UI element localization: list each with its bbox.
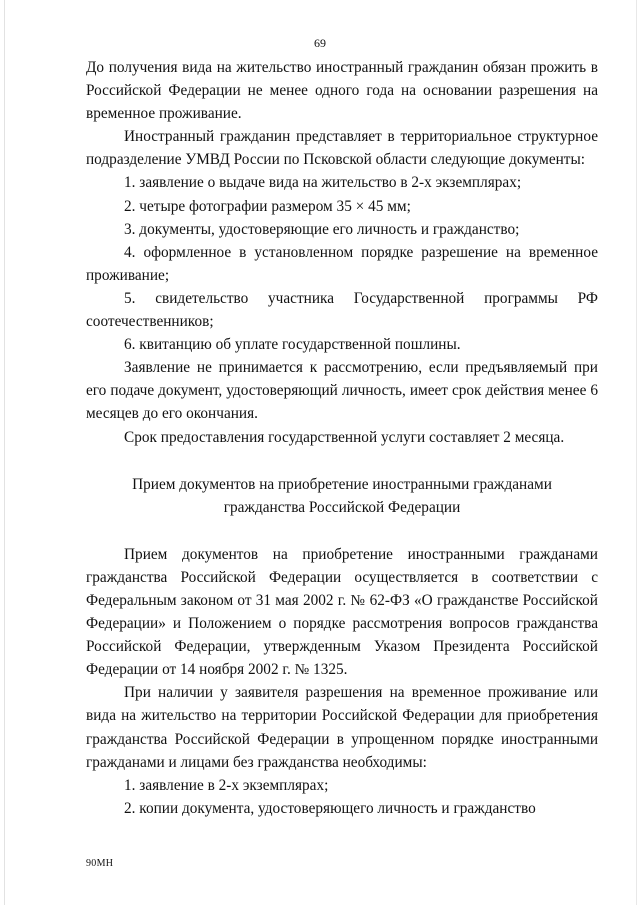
footer-code: 90МН — [86, 858, 114, 869]
list-item: 2. копии документа, удостоверяющего личность и гражданство — [124, 799, 536, 817]
list-item: 5. свидетельство участника Государственной программы РФ соотечественников; — [86, 289, 598, 331]
scan-edge-left — [4, 0, 5, 905]
list-item: 1. заявление в 2-х экземплярах; — [124, 776, 329, 794]
paragraph-documents-intro: Иностранный гражданин представляет в территориальное структурное подразделение УМВД России по Псковской области следующие документы: — [86, 128, 598, 169]
paragraph-simplified-procedure: При наличии у заявителя разрешения на временное проживание или вида на жительство на территории Российской Федерации для приобретения гражданства Российской Федерации в упрощенном порядке иностранными гражданами и лицами без гражданства необходимы: — [86, 684, 598, 771]
list-item: 6. квитанцию об уплате государственной пошлины. — [124, 336, 461, 354]
list-item: 2. четыре фотографии размером 35 × 45 мм; — [124, 197, 411, 215]
list-item: 3. документы, удостоверяющие его личность и гражданство; — [124, 220, 520, 238]
paragraph-residence-requirement: До получения вида на жительство иностранный гражданин обязан прожить в Российской Федерации не менее одного года на основании разрешения на временное проживание. — [86, 59, 598, 123]
document-body — [86, 56, 598, 820]
page-number: 69 — [314, 36, 326, 50]
scan-edge-right — [636, 0, 637, 905]
section-heading-line-1: Прием документов на приобретение иностранными гражданами — [132, 475, 552, 493]
list-item: 1. заявление о выдаче вида на жительство в 2-х экземплярах; — [124, 174, 522, 192]
section-heading-line-2: гражданства Российской Федерации — [223, 498, 461, 516]
list-item: 4. оформленное в установленном порядке разрешение на временное проживание; — [86, 243, 598, 284]
paragraph-legal-basis: Прием документов на приобретение иностранными гражданами гражданства Российской Федерации осуществляется в соответствии с Федеральным законом от 31 мая 2002 г. № 62-ФЗ «О гражданстве Российской Федерации» и Положением о порядке рассмотрения вопросов гражданства Российской Федерации, утвержденным Указом Президента Российской Федерации от 14 ноября 2002 г. № 1325. — [86, 545, 598, 679]
paragraph-rejection-condition: Заявление не принимается к рассмотрению, если предъявляемый при его подаче документ, удостоверяющий личность, имеет срок действия менее 6 месяцев до его окончания. — [86, 359, 598, 423]
paragraph-service-term: Срок предоставления государственной услуги составляет 2 месяца. — [124, 428, 565, 446]
